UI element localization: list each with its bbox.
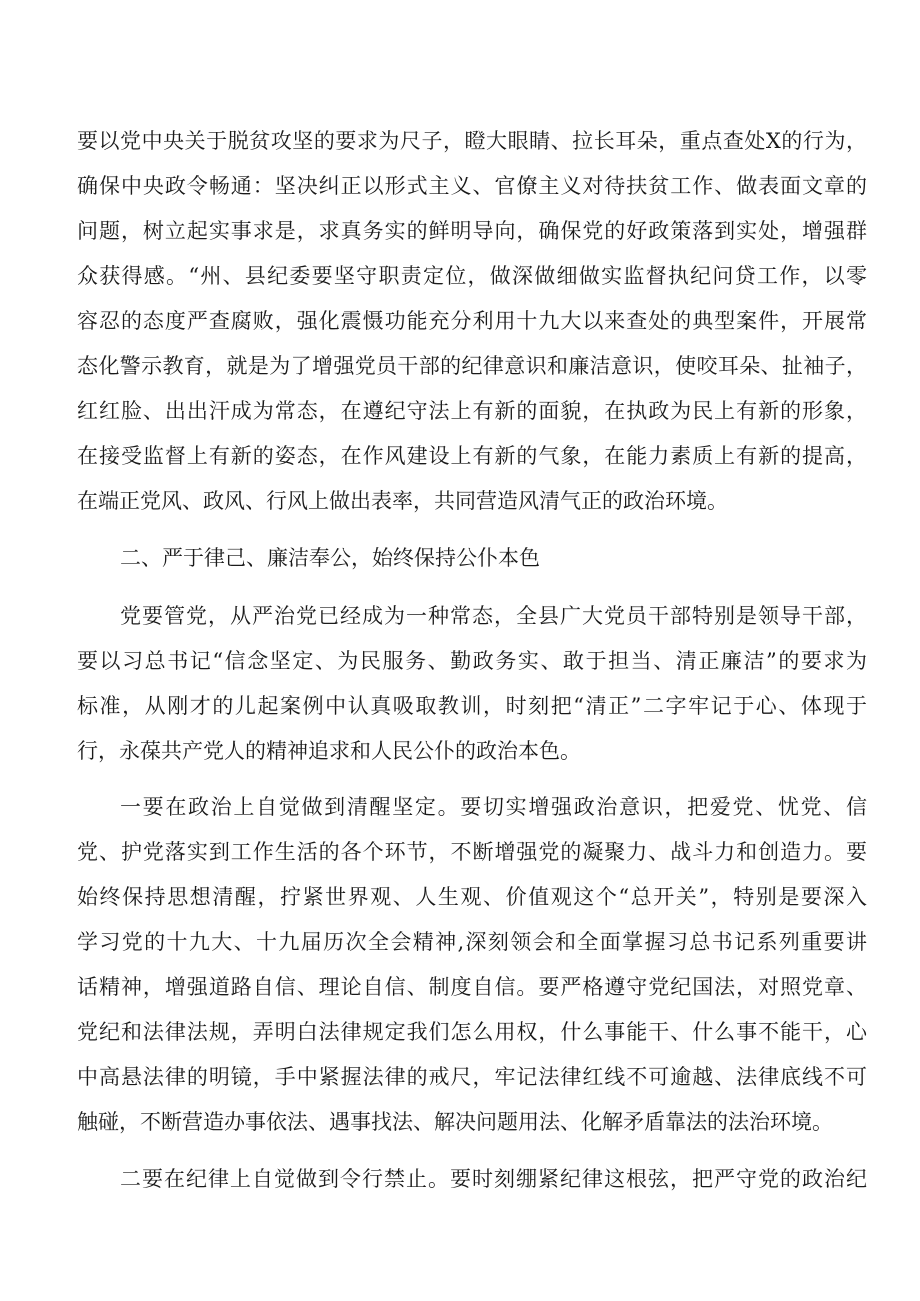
paragraph-3-line-2: 党、护党落实到工作生活的各个环节，不断增强党的凝聚力、战斗力和创造力。要: [77, 840, 867, 864]
paragraph-2-line-2: 要以习总书记“信念坚定、为民服务、勤政务实、敢于担当、清正廉洁”的要求为: [77, 649, 867, 673]
paragraph-2-line-3: 标准，从刚才的儿起案例中认真吸取教训，时刻把“清正”二字牢记于心、体现于: [77, 694, 867, 718]
paragraph-3-line-1-pre: 一要在政治上: [120, 795, 257, 819]
paragraph-3-line-7: 中高悬法律的明镜，手中紧握法律的戒尺，牢记法律红线不可逾越、法律底线不可: [77, 1065, 867, 1089]
paragraph-1-line-9: 在端正党风、政风、行风上做出表率，共同营造风清气正的政治环境。: [77, 489, 728, 513]
paragraph-1-line-3: 问题，树立起实事求是，求真务实的鲜明导向，确保党的好政策落到实处，增强群: [77, 219, 867, 243]
paragraph-3-line-1-emphasis: 自觉做到清醒: [256, 795, 393, 819]
paragraph-3-line-3: 始终保持思想清醒，拧紧世界观、人生观、价值观这个“总开关”，特别是要深入: [77, 885, 867, 909]
paragraph-1-line-4: 众获得感。“州、县纪委要坚守职责定位，做深做细做实监督执纪问贷工作，以零: [77, 264, 867, 288]
paragraph-1-line-1: 要以党中央关于脱贫攻坚的要求为尺子，瞪大眼睛、拉长耳朵，重点查处X的行为，: [77, 129, 867, 153]
paragraph-1-line-2: 确保中央政令畅通：坚决纠正以形式主义、官僚主义对待扶贫工作、做表面文章的: [77, 174, 867, 198]
paragraph-2-line-1: 党要管党，从严治党已经成为一种常态，全县广大党员干部特别是领导干部，: [120, 604, 867, 628]
paragraph-3-line-5: 话精神，增强道路自信、理论自信、制度自信。要严格遵守党纪国法，对照党章、: [77, 975, 867, 999]
paragraph-3-line-1: [120, 792, 867, 822]
paragraph-2-line-4: 行，永葆共产党人的精神追求和人民公仆的政治本色。: [77, 739, 581, 763]
paragraph-1-line-5: 容忍的态度严查腐败，强化震慑功能充分利用十九大以来查处的典型案件，开展常: [77, 309, 867, 333]
paragraph-3-line-1-post: 坚定。要切实增强政治意识，把爱党、忧党、信: [392, 795, 867, 819]
paragraph-3-line-6: 党纪和法律法规，弄明白法律规定我们怎么用权，什么事能干、什么事不能干，心: [77, 1020, 867, 1044]
section-heading-2: 二、严于律己、廉洁奉公，始终保持公仆本色: [120, 546, 540, 570]
paragraph-1-line-7: 红红脸、出出汗成为常态，在遵纪守法上有新的面貌，在执政为民上有新的形象，: [77, 399, 867, 423]
paragraph-4-line-1: 二要在纪律上自觉做到令行禁止。要时刻绷紧纪律这根弦，把严守党的政治纪: [120, 1167, 867, 1191]
paragraph-1-line-6: 态化警示教育，就是为了增强党员干部的纪律意识和廉洁意识，使咬耳朵、扯袖子，: [77, 354, 867, 378]
paragraph-3-line-4: 学习党的十九大、十九届历次全会精神,深刻领会和全面掌握习总书记系列重要讲: [77, 930, 867, 954]
paragraph-1-line-8: 在接受监督上有新的姿态，在作风建设上有新的气象，在能力素质上有新的提高，: [77, 444, 867, 468]
paragraph-3-line-8: 触碰，不断营造办事依法、遇事找法、解决问题用法、化解矛盾靠法的法治环境。: [77, 1110, 833, 1134]
